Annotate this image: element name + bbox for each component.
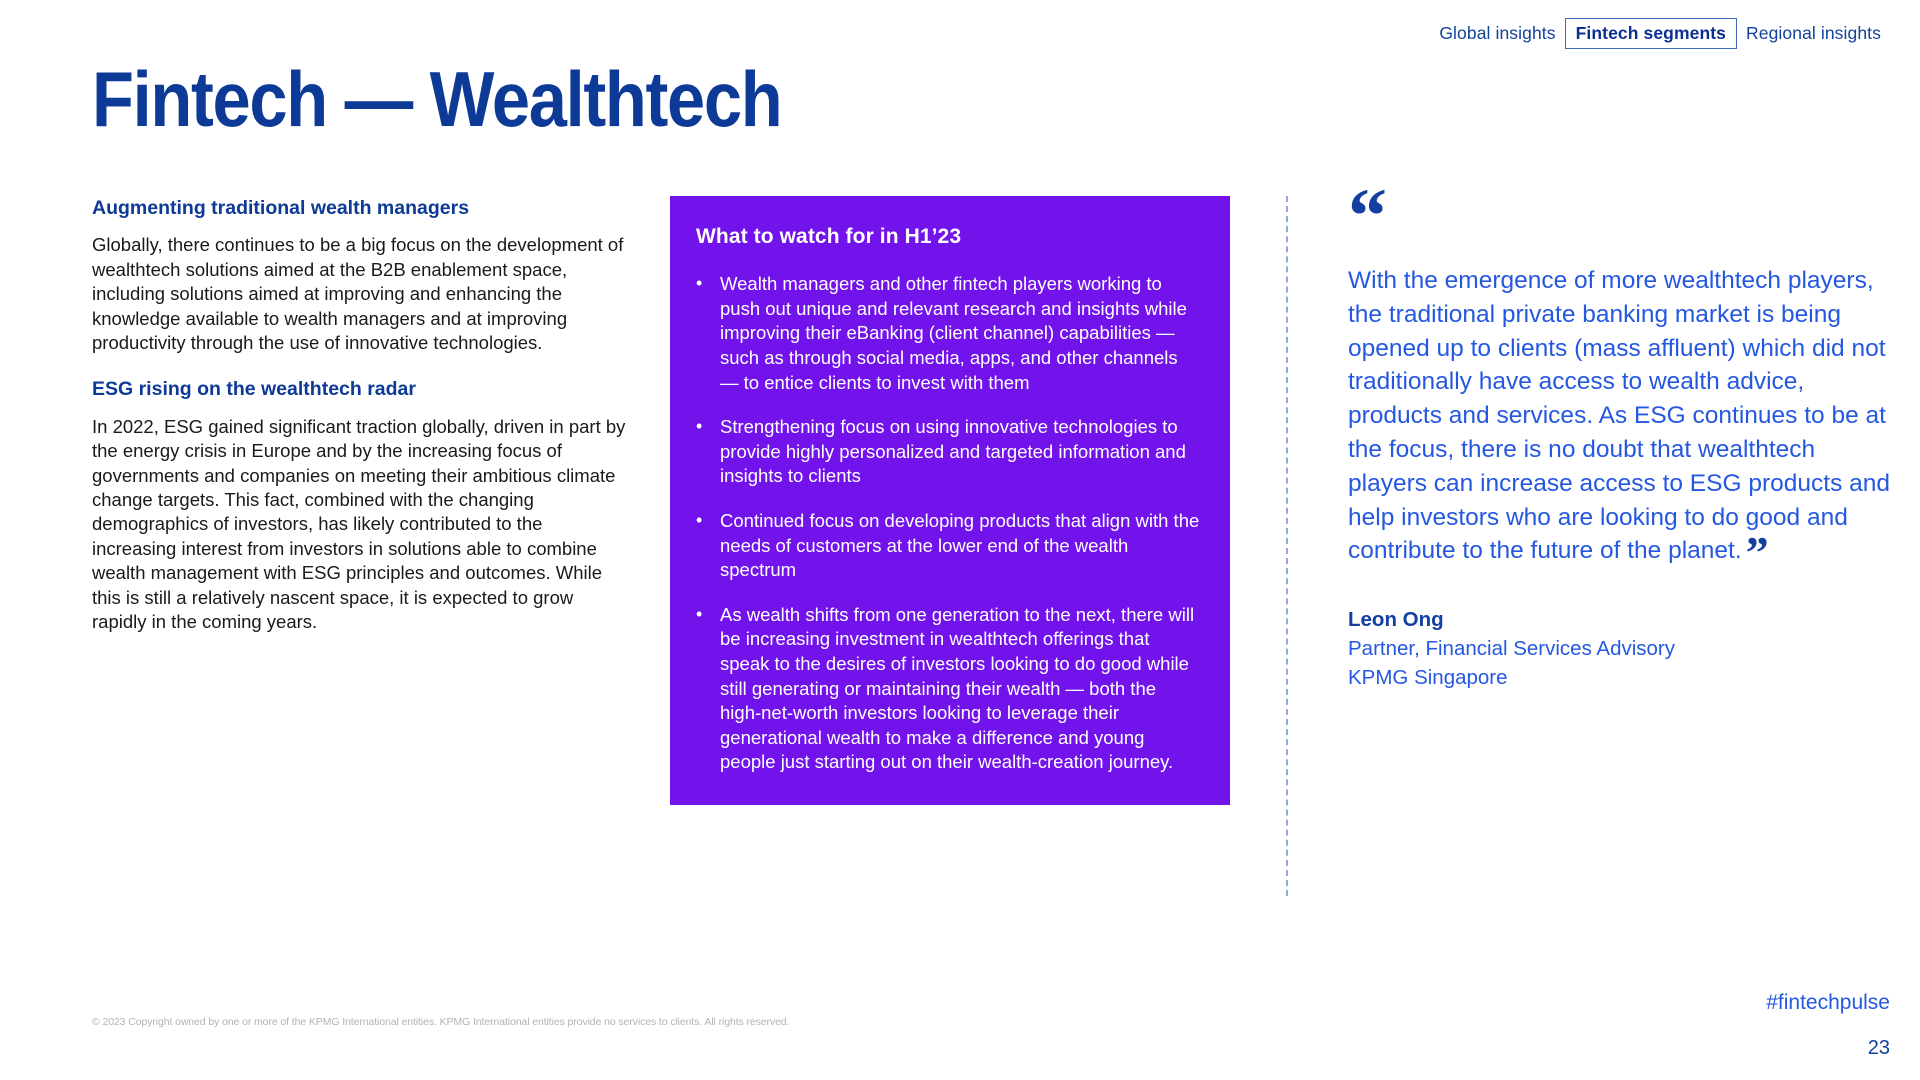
quote-author-role: Partner, Financial Services Advisory xyxy=(1348,636,1675,660)
bullet-text: Strengthening focus on using innovative technologies to provide highly personalized and targeted information and insights to clients xyxy=(720,416,1186,487)
vertical-dashed-divider xyxy=(1286,196,1288,896)
bullet-text: As wealth shifts from one generation to the next, there will be increasing investment in wealthtech offerings that speak to the desires of investors looking to do good while still generating or maintaining their wealth — both the high-net-worth investors looking to leverage their generational wealth to make a difference and young people just starting out on their wealth-creation journey. xyxy=(720,603,1195,773)
list-item xyxy=(696,415,1200,489)
left-text-column xyxy=(92,196,662,634)
watch-box-bullet-list xyxy=(696,272,1200,775)
list-item xyxy=(696,509,1200,583)
nav-item-fintech-segments[interactable]: Fintech segments xyxy=(1565,18,1737,49)
quote-column xyxy=(1344,172,1892,692)
quote-close-mark-icon: ” xyxy=(1745,527,1767,579)
nav-item-regional-insights[interactable]: Regional insights xyxy=(1746,23,1881,43)
list-item xyxy=(696,272,1200,395)
section-paragraph-augmenting: Globally, there continues to be a big focus on the development of wealthtech solutions aimed at the B2B enablement space, including solutions aimed at improving and enhancing the knowledge available to wealth managers and at improving productivity through the use of innovative technologies. xyxy=(92,234,624,353)
bullet-text: Continued focus on developing products that align with the needs of customers at the lower end of the wealth spectrum xyxy=(720,510,1200,581)
quote-attribution xyxy=(1348,606,1892,692)
list-item xyxy=(696,603,1200,775)
quote-open-mark-icon: “ xyxy=(1348,172,1384,259)
quote-author-name: Leon Ong xyxy=(1348,608,1444,632)
footer-hashtag: #fintechpulse xyxy=(1766,991,1890,1014)
nav-item-global-insights[interactable]: Global insights xyxy=(1439,23,1556,43)
page-number: 23 xyxy=(1867,1037,1890,1059)
bullet-dot-icon: • xyxy=(696,416,703,437)
bullet-dot-icon: • xyxy=(696,510,703,530)
section-heading-esg: ESG rising on the wealthtech radar xyxy=(92,378,416,401)
quote-text xyxy=(1348,264,1892,579)
section-heading-augmenting: Augmenting traditional wealth managers xyxy=(92,197,470,219)
page-title: Fintech — Wealthtech xyxy=(92,55,782,143)
quote-author-org: KPMG Singapore xyxy=(1348,665,1508,689)
footer-copyright: © 2023 Copyright owned by one or more of the KPMG International entities. KPMG International entities provide no services to clients. All rights reserved. xyxy=(92,1016,790,1028)
bullet-text: Wealth managers and other fintech players working to push out unique and relevant research and insights while improving their eBanking (client channel) capabilities — such as through social media, apps, and other channels — to entice clients to invest with them xyxy=(720,273,1187,393)
top-navigation xyxy=(1430,18,1890,49)
bullet-dot-icon: • xyxy=(696,273,703,294)
watch-box-title: What to watch for in H1’23 xyxy=(696,225,962,248)
section-paragraph-esg: In 2022, ESG gained significant traction globally, driven in part by the energy crisis in Europe and by the increasing focus of governments and companies on meeting their ambitious climate change targets. This fact, combined with the changing demographics of investors, has likely contributed to the increasing interest from investors in solutions able to combine wealth management with ESG principles and outcomes. While this is still a relatively nascent space, it is expected to grow rapidly in the coming years. xyxy=(92,415,626,633)
quote-body: With the emergence of more wealthtech players, the traditional private banking market is being opened up to clients (mass affluent) which did not traditionally have access to wealth advice, products and services. As ESG continues to be at the focus, there is no doubt that wealthtech players can increase access to ESG products and help investors who are looking to do good and contribute to the future of the planet. xyxy=(1348,267,1891,565)
watch-box-column xyxy=(670,196,1230,805)
what-to-watch-panel xyxy=(670,196,1230,805)
bullet-dot-icon: • xyxy=(696,603,703,624)
main-content xyxy=(92,172,1892,896)
